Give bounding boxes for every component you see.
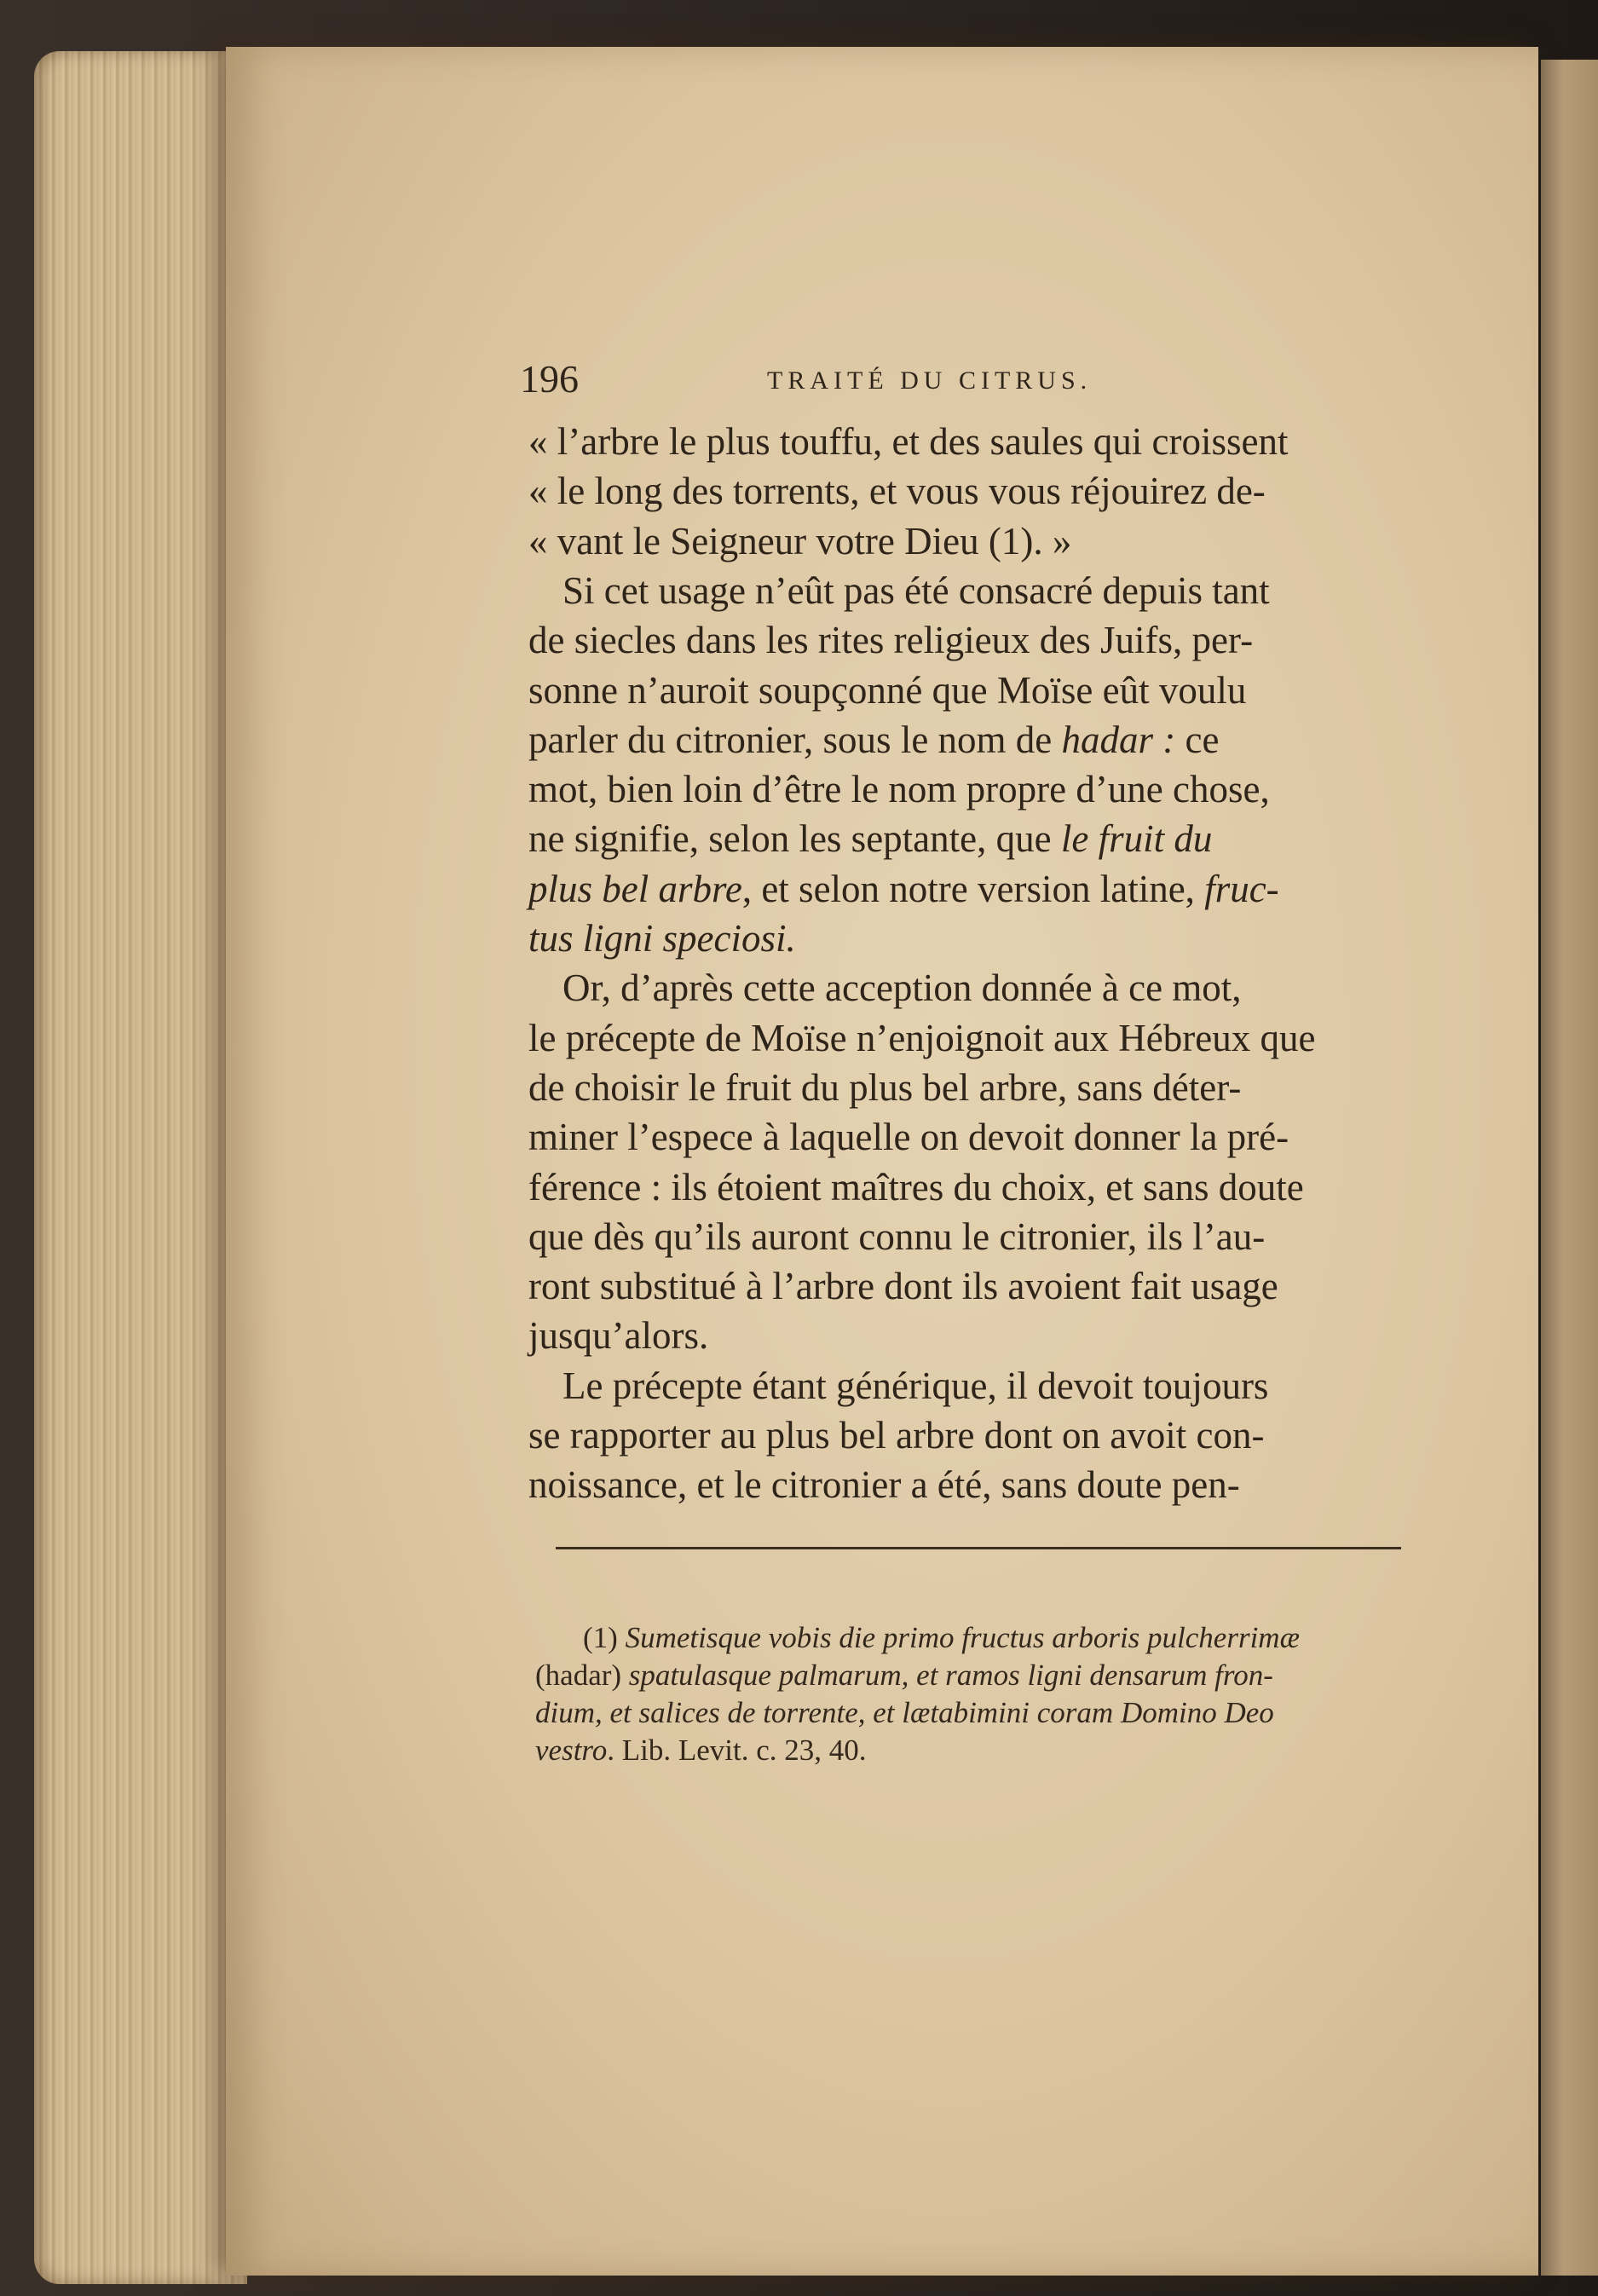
body-line bbox=[528, 1214, 1411, 1259]
italic-text: hadar : bbox=[1061, 718, 1176, 761]
line-text: (1) bbox=[583, 1621, 626, 1654]
line-text: se rapporter au plus bel arbre dont on avoit con- bbox=[528, 1414, 1265, 1457]
line-text: férence : ils étoient maîtres du choix, et sans doute bbox=[528, 1165, 1304, 1209]
line-text: « vant le Seigneur votre Dieu (1). » bbox=[528, 519, 1072, 562]
body-line bbox=[528, 1264, 1411, 1308]
page-number: 196 bbox=[520, 357, 579, 401]
body-line bbox=[562, 568, 1445, 613]
page-edges-stack bbox=[34, 51, 247, 2284]
line-text: , et selon notre version latine, bbox=[741, 867, 1205, 910]
italic-text: vestro bbox=[535, 1734, 608, 1767]
footnote-line bbox=[583, 1621, 1478, 1655]
body-line bbox=[528, 1313, 1411, 1358]
line-text: Le précepte étant générique, il devoit toujours bbox=[562, 1364, 1269, 1407]
line-text: Or, d’après cette acception donnée à ce mot, bbox=[562, 966, 1242, 1010]
page-header bbox=[520, 356, 1393, 407]
body-line bbox=[528, 618, 1411, 662]
running-title: TRAITÉ DU CITRUS. bbox=[767, 366, 1093, 395]
body-line bbox=[528, 1115, 1411, 1159]
body-line bbox=[528, 816, 1411, 861]
italic-text: dium, et salices de torrente, et lætabimini coram Domino Deo bbox=[535, 1696, 1274, 1729]
body-line bbox=[528, 1413, 1411, 1457]
line-text: . Lib. Levit. c. 23, 40. bbox=[607, 1734, 867, 1767]
line-text: miner l’espece à laquelle on devoit donner la pré- bbox=[528, 1116, 1289, 1159]
body-line bbox=[528, 419, 1411, 464]
body-line bbox=[528, 1462, 1411, 1507]
body-line bbox=[528, 668, 1411, 712]
italic-text: Sumetisque vobis die primo fructus arboris pulcherrimæ bbox=[625, 1621, 1300, 1654]
line-text: que dès qu’ils auront connu le citronier, ils l’au- bbox=[528, 1214, 1266, 1258]
body-line bbox=[528, 519, 1411, 563]
facing-page-edge bbox=[1541, 60, 1598, 2276]
footnote-line bbox=[535, 1734, 1430, 1768]
line-text: noissance, et le citronier a été, sans doute pen- bbox=[528, 1463, 1240, 1507]
italic-text: plus bel arbre bbox=[528, 867, 742, 910]
italic-text: tus ligni speciosi. bbox=[528, 917, 796, 960]
line-text: de choisir le fruit du plus bel arbre, sans déter- bbox=[528, 1065, 1242, 1109]
body-line bbox=[528, 916, 1411, 961]
line-text: de siecles dans les rites religieux des Juifs, per- bbox=[528, 619, 1254, 662]
body-line bbox=[528, 767, 1411, 811]
line-text: sonne n’auroit soupçonné que Moïse eût voulu bbox=[528, 668, 1247, 712]
footnote-line bbox=[535, 1659, 1430, 1693]
italic-text: spatulasque palmarum, et ramos ligni densarum fron- bbox=[628, 1659, 1273, 1692]
body-line bbox=[528, 1065, 1411, 1110]
body-line bbox=[528, 1016, 1411, 1060]
body-line bbox=[528, 1165, 1411, 1209]
italic-text: le fruit du bbox=[1060, 817, 1213, 861]
body-line bbox=[562, 1364, 1445, 1408]
line-text: parler du citronier, sous le nom de bbox=[528, 718, 1062, 761]
body-line bbox=[562, 966, 1445, 1010]
line-text: le précepte de Moïse n’enjoignoit aux Hébreux que bbox=[528, 1016, 1316, 1059]
line-text: jusqu’alors. bbox=[528, 1314, 709, 1358]
line-text: Si cet usage n’eût pas été consacré depuis tant bbox=[562, 568, 1270, 612]
line-text: mot, bien loin d’être le nom propre d’une chose, bbox=[528, 768, 1270, 811]
line-text: « le long des torrents, et vous vous réjouirez de- bbox=[528, 470, 1266, 513]
line-text: ne signifie, selon les septante, que bbox=[528, 817, 1061, 861]
footnote-line bbox=[535, 1696, 1430, 1730]
body-line bbox=[528, 469, 1411, 513]
body-line bbox=[528, 867, 1411, 911]
footnote-rule bbox=[556, 1547, 1401, 1549]
italic-text: fruc- bbox=[1204, 867, 1279, 910]
line-text: (hadar) bbox=[535, 1659, 629, 1692]
line-text: ront substitué à l’arbre dont ils avoient fait usage bbox=[528, 1265, 1278, 1308]
line-text: ce bbox=[1175, 718, 1220, 761]
line-text: « l’arbre le plus touffu, et des saules qui croissent bbox=[528, 420, 1289, 463]
body-line bbox=[528, 718, 1411, 762]
